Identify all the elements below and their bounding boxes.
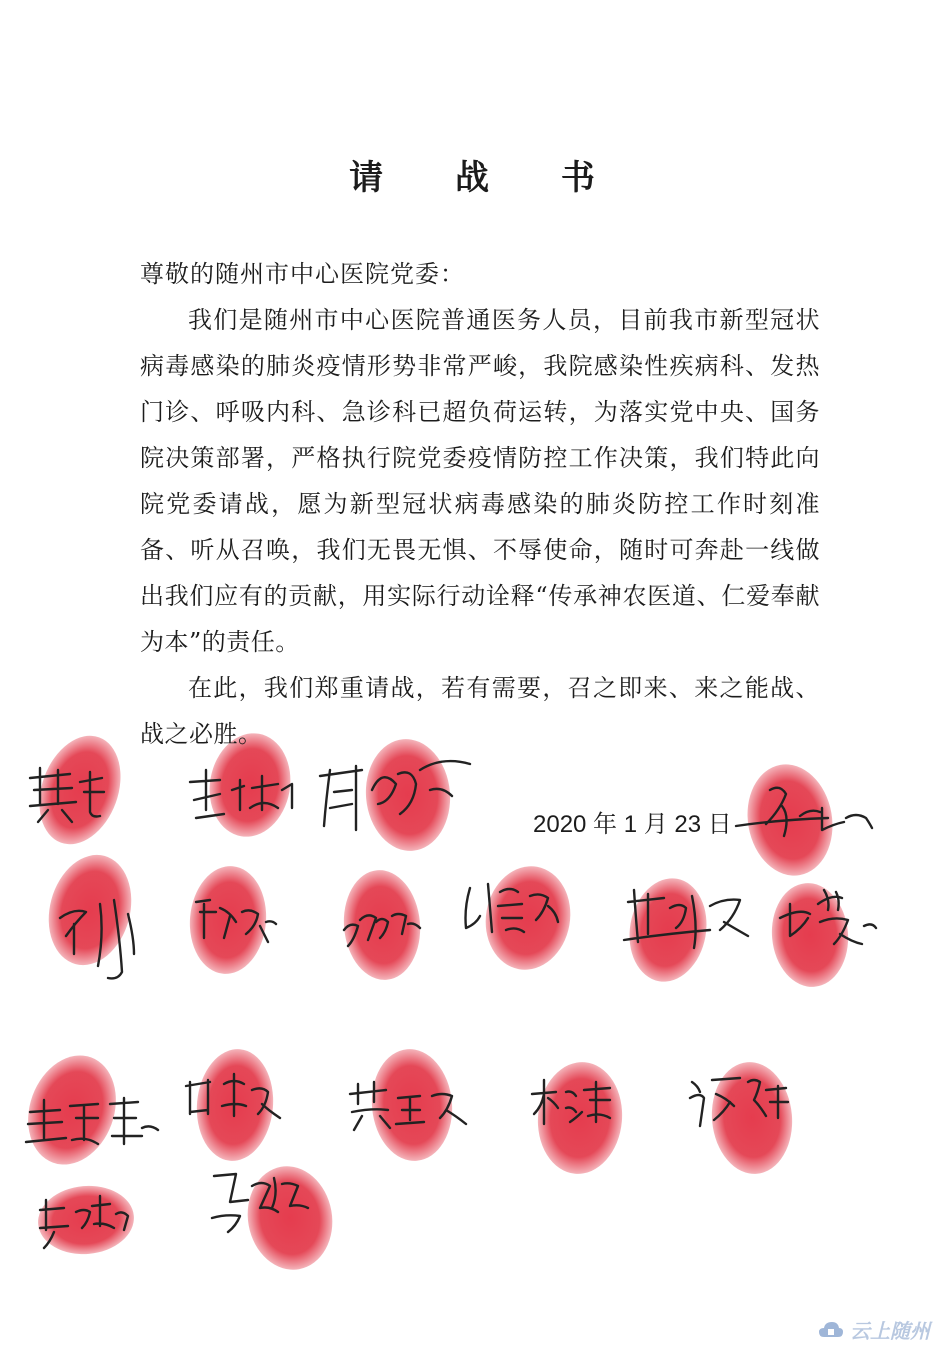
signature — [624, 890, 748, 948]
document-date: 2020 年 1 月 23 日 — [533, 811, 732, 838]
salutation: 尊敬的随州市中心医院党委： — [140, 260, 465, 288]
signature — [212, 1174, 308, 1232]
signature — [30, 768, 104, 822]
watermark-text: 云上随州 — [850, 1321, 930, 1343]
signature — [690, 1078, 788, 1126]
signature — [196, 900, 276, 942]
signature — [736, 788, 872, 836]
signature — [40, 1196, 128, 1248]
paragraph: 我们是随州市中心医院普通医务人员，目前我市新型冠状病毒感染的肺炎疫情形势非常严峻，我院感染性疾病科、发热门诊、呼吸内科、急诊科已超负荷运转，为落实党中央、国务院决策部署，严格执行院党委疫情防控工作决策，我们特此向院党委请战，愿为新型冠状病毒感染的肺炎防控工作时刻准备、听从召唤，我们无畏无惧、不辱使命，随时可奔赴一线做出我们应有的贡献，用实际行动诠释“传承神农医道、仁爱奉献为本”的责任。 — [140, 306, 820, 656]
paragraph: 在此，我们郑重请战，若有需要，召之即来、来之能战、战之必胜。 — [140, 674, 820, 748]
signature — [60, 900, 134, 978]
signature — [780, 890, 876, 944]
watermark — [818, 1315, 930, 1344]
document-title: 请 战 书 — [349, 158, 625, 198]
signature — [344, 914, 420, 946]
signature — [532, 1080, 610, 1124]
signature — [320, 761, 470, 830]
signature — [190, 770, 292, 818]
signature — [350, 1082, 466, 1130]
cloud-logo-icon — [818, 1321, 844, 1339]
signature — [466, 884, 559, 932]
signature — [186, 1074, 280, 1118]
signature — [26, 1098, 158, 1144]
